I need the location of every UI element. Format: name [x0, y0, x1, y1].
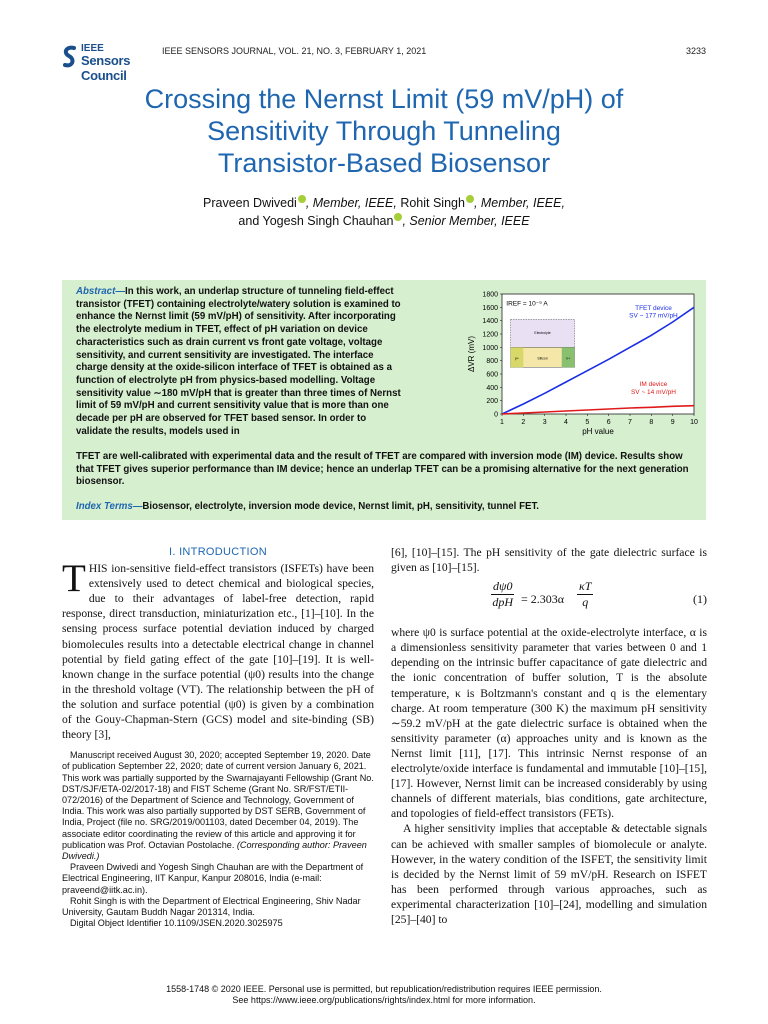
- author-3-name: and Yogesh Singh Chauhan: [238, 214, 394, 228]
- paper-title: [64, 83, 704, 179]
- iref-annotation: IREF = 10⁻⁹ A: [506, 300, 548, 308]
- col2-paragraph-3: A higher sensitivity implies that acceptable & detectable signals can be achieved with smaller samples of biomolecule or analyte. However, in the watery condition of the ISFET, the sensitivity limit is decided by the Nernst limit of 59 mV/pH. Research on ISFET has been performed through various approaches, such as experimental characterization [10]–[24], modelling and simulation [25]–[40] to: [391, 822, 707, 926]
- x-tick-label: 10: [690, 419, 698, 426]
- x-axis-label: pH value: [582, 427, 614, 436]
- y-tick-label: 1600: [482, 304, 498, 312]
- abstract-chart: [464, 288, 700, 448]
- author-1-name: Praveen Dwivedi: [203, 196, 297, 210]
- author-list: [64, 194, 704, 230]
- inset-label-n: n+: [566, 356, 571, 361]
- journal-header: IEEE SENSORS JOURNAL, VOL. 21, NO. 3, FEBRUARY 1, 2021: [162, 46, 427, 56]
- author-1-role: , Member, IEEE,: [305, 196, 397, 210]
- col2-paragraph-2: where ψ0 is surface potential at the oxide-electrolyte interface, α is a dimensionless sensitivity parameter that varies between 0 and 1 depending on the intrinsic buffer capacitance of gate dielectric and the ionic concentration of buffer solution, T is the absolute temperature, κ is Boltzmann's constant and q is the elementary charge. At room temperature (300 K) the maximum pH sensitivity ∼59.2 mV/pH at the gate dielectric surface is obtained when the sensitivity parameter (α) approaches unity and is known as the Nernst limit [11], [17]. This intrinsic Nernst response of an electrolyte/oxide interface is fundamental and immutable [10]–[15], [17]. However, Nernst limit can be increased considerably by using channels of different materials, bias conditions, gate architecture, and topologies of field-effect transistors (FETs).: [391, 626, 707, 821]
- y-tick-label: 600: [486, 371, 498, 379]
- abstract-body-2: TFET are well-calibrated with experimental data and the result of TFET are compared with inversion mode (IM) device. Results show that TFET gives superior performance than IM device; hence an underlap TFET can be a promising alternative for the next generation biosensor.: [76, 451, 689, 488]
- x-tick-label: 4: [564, 419, 568, 426]
- im-sensitivity-label: SV ~ 14 mV/pH: [630, 389, 676, 396]
- footnote-affiliation-2: Rohit Singh is with the Department of Electrical Engineering, Shiv Nadar University, Gautam Buddh Nagar 201314, India.: [62, 895, 361, 918]
- index-terms-heading: Index Terms: [76, 501, 133, 512]
- x-tick-label: 5: [585, 419, 590, 426]
- ieee-sensors-council-logo: [62, 43, 154, 83]
- title-line2: Sensitivity Through Tunneling: [207, 116, 561, 146]
- author-2-role: , Member, IEEE,: [473, 196, 565, 210]
- abstract-body-1: In this work, an underlap structure of tunneling field-effect transistor (TFET) containing electrolyte/watery solution is examined to enhance the Nernst limit (59 mV/pH) of sensitivity. After incorporating the electrolyte medium in TFET, effect of pH variation on device characteristics such as drain current vs front gate voltage, voltage sensitivity, and current sensitivity are investigated. The interface charge density at the oxide-silicon interface of TFET is obtained as a function of electrolyte pH from physics-based modelling. Voltage sensitivity value ∼180 mV/pH that is greater than three times of Nernst limit of 59 mV/pH and current sensitivity value that is more than one decade per pH are observed for TFET based sensor. In order to validate the results, models used in: [76, 286, 401, 437]
- copyright-footer: [62, 984, 706, 1006]
- title-line1: Crossing the Nernst Limit (59 mV/pH) of: [144, 84, 624, 114]
- sensors-s-icon: [62, 45, 78, 69]
- eq-lhs-fraction: dψ0 dpH: [492, 579, 514, 610]
- y-tick-label: 1400: [482, 318, 498, 326]
- index-terms-list: Biosensor, electrolyte, inversion mode device, Nernst limit, pH, sensitivity, tunnel FET.: [142, 501, 539, 512]
- drop-cap: T: [62, 557, 86, 601]
- orcid-icon[interactable]: [466, 195, 474, 203]
- footnote-manuscript: Manuscript received August 30, 2020; accepted September 19, 2020. Date of publication September 22, 2020; date of current version January 6, 2021. This work was partially supported by the Swarnajayanti Fellowship (Grant No. DST/SJF/ETA-02/2017-18) and FIST Scheme (Grant No. SR/FST/ETII-072/2016) of the Department of Science and Technology, Government of India. This work was also partially supported by DST SERB, Government of India, Project (file no. SRG/2019/001103, dated December 04, 2019). The associate editor coordinating the review of this article and approving it for publication was Prof. Octavian Postolache. (Corresponding author: Praveen Dwivedi.): [62, 750, 374, 862]
- x-tick-label: 2: [521, 419, 526, 426]
- y-tick-label: 1000: [482, 344, 498, 352]
- abstract-text-part1: Abstract—In this work, an underlap structure of tunneling field-effect transistor (TFET) containing electrolyte/watery solution is examined to enhance the Nernst limit (59 mV/pH) of sensitivity. After incorporating the electrolyte medium in TFET, effect of pH variation on device characteristics such as drain current vs front gate voltage, voltage sensitivity, and current sensitivity are investigated. The interface charge density at the oxide-silicon interface of TFET is obtained as a function of electrolyte pH from physics-based modelling. Voltage sensitivity value ∼180 mV/pH that is greater than three times of Nernst limit of 59 mV/pH and current sensitivity value that is more than one decade per pH are observed for TFET based sensor. In order to validate the results, models used in: [76, 286, 401, 437]
- x-tick-label: 9: [670, 419, 675, 426]
- footnote-block: [62, 750, 374, 929]
- x-tick-label: 7: [628, 419, 632, 426]
- footnote-doi: Digital Object Identifier 10.1109/JSEN.2020.3025975: [70, 918, 283, 929]
- y-tick-label: 1200: [482, 331, 498, 339]
- abstract-heading: Abstract: [76, 286, 116, 297]
- x-tick-label: 3: [542, 419, 547, 426]
- logo-line2: Sensors Council: [81, 53, 131, 83]
- intro-paragraph-1: THIS ion-sensitive field-effect transistors (ISFETs) have been extensively used to detect chemical and biological species, due to their advantages of label-free detection, rapid response, direct transduction, miniaturization etc., [1]–[10]. In the sensing process surface potential deviation induced by charged biomolecules results into a detectable electrical change in channel potential by field gating effect of the gate [10]–[19]. It is well-known change in the surface potential (ψ0) results into the change in the threshold voltage (VT). The relationship between the pH of the solution and surface potential (ψ0) is given by a combination of the Gouy-Chapman-Stern (GCS) model and site-binding (SB) theory [3],: [62, 557, 374, 742]
- eq-rhs-fraction: $\frac{\kappa T}{q}$: [579, 579, 592, 610]
- copyright-line1: 1558-1748 © 2020 IEEE. Personal use is permitted, but republication/redistribution requires IEEE permission.: [166, 984, 602, 994]
- orcid-icon[interactable]: [298, 195, 306, 203]
- title-line3: Transistor-Based Biosensor: [217, 148, 551, 178]
- inset-label-electrolyte: Electrolyte: [534, 331, 551, 335]
- eq-middle: = 2.303α: [521, 592, 565, 607]
- x-tick-label: 1: [500, 419, 504, 426]
- tfet-sensitivity-label: SV ~ 177 mV/pH: [629, 312, 678, 320]
- y-axis-label: ΔVR (mV): [467, 335, 476, 373]
- y-tick-label: 1800: [482, 291, 498, 299]
- y-tick-label: 0: [494, 411, 498, 419]
- abstract-box: [62, 280, 706, 520]
- column-left: [62, 545, 374, 929]
- tfet-series-label: TFET device: [635, 305, 672, 312]
- equation-1: [391, 579, 707, 621]
- author-2-name: Rohit Singh: [396, 196, 465, 210]
- page-number: 3233: [685, 46, 706, 56]
- y-tick-label: 800: [486, 358, 498, 366]
- x-tick-label: 8: [649, 419, 654, 426]
- index-terms: Index Terms—Biosensor, electrolyte, inversion mode device, Nernst limit, pH, sensitivity, tunnel FET.: [76, 501, 539, 512]
- im-series-label: IM device: [639, 381, 668, 388]
- inset-label-p: p+: [514, 356, 519, 361]
- inset-label-silicon: Silicon: [537, 356, 548, 361]
- logo-line1: IEEE: [81, 43, 104, 54]
- y-tick-label: 200: [486, 398, 498, 406]
- copyright-line2: See https://www.ieee.org/publications/rights/index.html for more information.: [232, 995, 536, 1005]
- col2-paragraph-1: [6], [10]–[15]. The pH sensitivity of the gate dielectric surface is given as [10]–[15].: [391, 546, 707, 575]
- eq-number: (1): [693, 592, 707, 607]
- section-heading-introduction: I. INTRODUCTION: [169, 546, 267, 558]
- y-tick-label: 400: [486, 384, 498, 392]
- x-tick-label: 6: [606, 419, 611, 426]
- footnote-affiliation-1: Praveen Dwivedi and Yogesh Singh Chauhan are with the Department of Electrical Engineering, IIT Kanpur, Kanpur 208016, India (e-mail: praveend@iitk.ac.in).: [62, 862, 364, 895]
- author-3-role: , Senior Member, IEEE: [402, 214, 530, 228]
- column-right: [391, 545, 707, 927]
